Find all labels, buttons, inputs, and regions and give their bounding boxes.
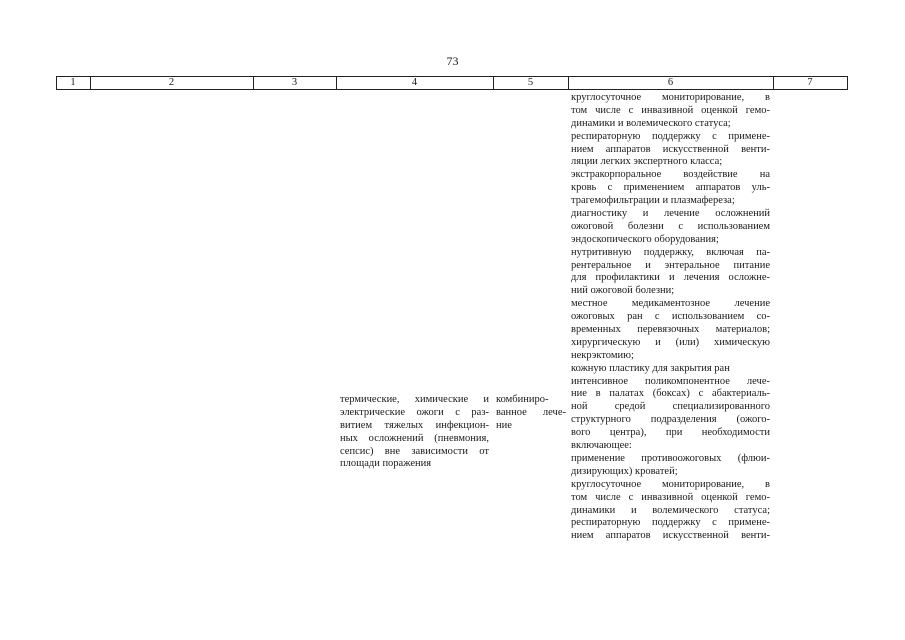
text-line: нием аппаратов искусственной венти- [571,143,770,155]
text-line: трагемофильтрации и плазмафереза; [571,195,735,207]
text-line: эндоскопического оборудования; [571,233,719,245]
text-line: интенсивное поликомпонентное лече- [571,375,770,387]
page-number: 73 [446,54,459,68]
column-number: 4 [411,77,418,88]
text-line: комбиниро- [496,394,549,405]
column-number: 7 [807,77,813,88]
text-line: ванное лече- [496,406,566,418]
table-header-bottom-border [56,89,848,90]
text-line: ной средой специализированного [571,401,770,413]
text-line: респираторную поддержку с примене- [571,517,770,529]
column-number: 1 [70,77,76,88]
text-line: термические, химические и [340,394,489,405]
text-line: нием аппаратов искусственной венти- [571,530,770,542]
text-line: дизирующих) кроватей; [571,465,678,477]
text-line: респираторную поддержку с примене- [571,130,770,142]
text-line: экстракорпоральное воздействие на [571,169,770,181]
text-line: том числе с инвазивной оценкой гемо- [571,491,770,503]
column-6-text [571,92,770,543]
text-line: рентеральное и энтеральное питание [571,259,770,271]
text-line: круглосуточное мониторирование, в [571,92,770,103]
text-line: хирургическую и (или) химическую [571,336,770,348]
text-line: ние в палатах (боксах) с абактериаль- [571,388,770,400]
text-line: динамики и волемического статуса; [571,504,770,516]
text-line: местное медикаментозное лечение [571,298,770,310]
column-divider [847,76,848,89]
text-line: ожоговой болезни с использованием [571,220,770,232]
text-line: витием тяжелых инфекцион- [340,419,489,431]
column-number: 3 [291,77,298,88]
column-5-text [496,394,566,433]
text-line: круглосуточное мониторирование, в [571,478,770,490]
text-line: ожоговых ран с использованием со- [571,311,770,323]
text-line: применение противоожоговых (флюи- [571,452,770,464]
text-line: сепсис) вне зависимости от [340,445,489,457]
text-line: кожную пластику для закрытия ран [571,362,730,374]
text-line: нутритивную поддержку, включая па- [571,246,770,258]
text-line: временных перевязочных материалов; [571,324,770,336]
text-line: ляции легких экспертного класса; [571,156,723,168]
text-line: ние [496,419,512,431]
text-line: структурного подразделения (ожого- [571,414,770,426]
text-line: том числе с инвазивной оценкой гемо- [571,104,770,116]
text-line: ных осложнений (пневмония, [340,432,489,444]
text-line: некрэктомию; [571,349,634,361]
text-line: включающее: [571,440,632,452]
text-line: для профилактики и лечения осложне- [571,272,770,284]
text-line: динамики и волемического статуса; [571,117,731,129]
text-line: вого центра), при необходимости [571,427,770,439]
column-number: 2 [168,77,175,88]
column-number: 6 [667,77,674,88]
text-line: диагностику и лечение осложнений [571,208,770,220]
column-number: 5 [527,77,534,88]
text-line: кровь с применением аппаратов уль- [571,182,770,194]
text-line: площади поражения [340,458,432,470]
text-line: электрические ожоги с раз- [340,406,489,418]
column-4-text [340,394,489,471]
text-line: ний ожоговой болезни; [571,285,675,297]
